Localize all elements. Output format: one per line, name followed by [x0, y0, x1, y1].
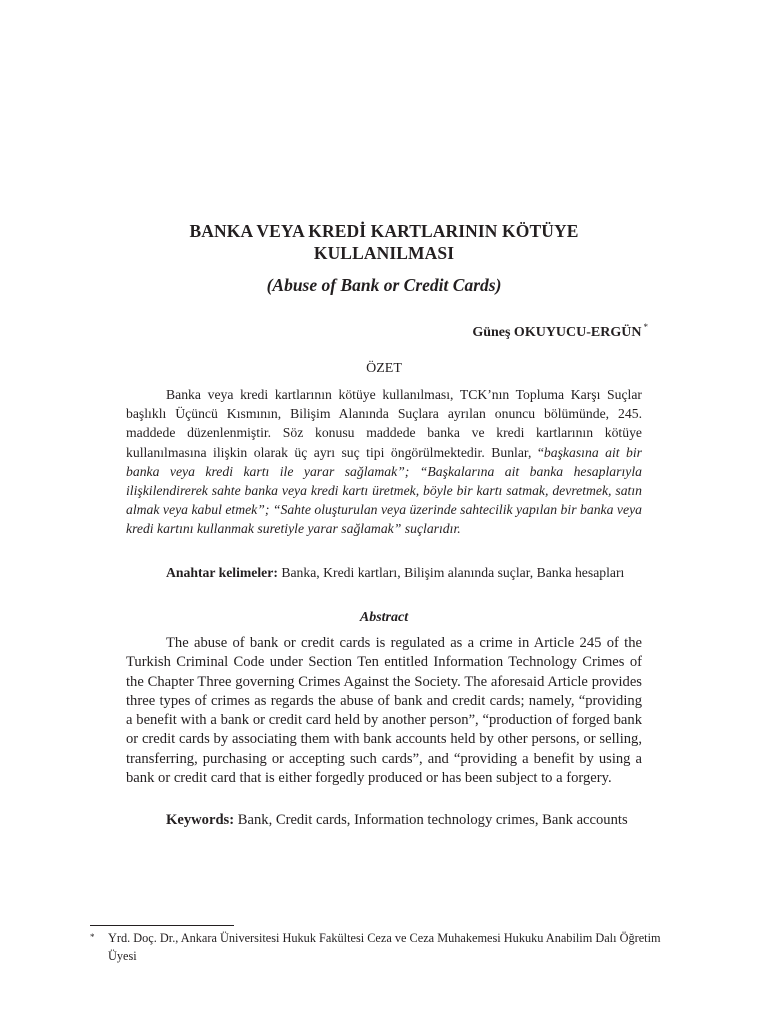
- author-line: [472, 318, 648, 342]
- abstract-keywords: [126, 811, 642, 830]
- article-title: [126, 220, 642, 264]
- ozet-paragraph: [126, 385, 642, 539]
- footnote: [90, 929, 690, 965]
- footnote-divider: [90, 925, 234, 926]
- ozet-keywords-label: Anahtar kelimeler:: [166, 565, 278, 580]
- abstract-heading: Abstract: [359, 610, 409, 625]
- title-line-1: BANKA VEYA KREDİ KARTLARININ KÖTÜYE: [189, 221, 579, 241]
- ozet-heading: ÖZET: [366, 361, 402, 376]
- abstract-keywords-label: Keywords:: [166, 812, 235, 828]
- author-footnote-marker: *: [643, 322, 648, 332]
- ozet-italic-text: başkasına ait bir banka veya kredi kartı ile yarar sağlamak”; “Başkalarına ait banka hesaplarıyla ilişkilendirerek sahte banka veya kredi kartı üretmek, böyle bir kartı satmak, devretmek, satın almak veya kabul etmek”; “Sahte oluşturulan veya üzerinde sahtecilik yapılan bir banka veya kredi kartını kullanmak suretiyle yarar sağlamak” suçlarıdır.: [126, 444, 642, 537]
- footnote-text: Yrd. Doç. Dr., Ankara Üniversitesi Hukuk Fakültesi Ceza ve Ceza Muhakemesi Hukuku Anabilim Dalı Öğretim Üyesi: [108, 931, 661, 963]
- article-subtitle: (Abuse of Bank or Credit Cards): [266, 275, 502, 295]
- ozet-keywords-text: Banka, Kredi kartları, Bilişim alanında suçlar, Banka hesapları: [277, 565, 625, 580]
- abstract-paragraph: The abuse of bank or credit cards is regulated as a crime in Article 245 of the Turkish Criminal Code under Section Ten entitled Information Technology Crimes of the Chapter Three governing Crimes Against the Society. The aforesaid Article provides three types of crimes as regards the abuse of bank and credit cards; namely, “providing a benefit with a bank or credit card held by another person”, “production of forged bank or credit cards by associating them with bank accounts held by other persons, or selling, transferring, purchasing or accepting such cards”, and “providing a benefit by using a bank or credit card that is either forgedly produced or has been subject to a forgery.: [126, 635, 642, 787]
- ozet-text: Banka veya kredi kartlarının kötüye kullanılması, TCK’nın Topluma Karşı Suçlar başlıklı Üçüncü Kısmının, Bilişim Alanında Suçlara ayrılan onuncu bölümünde, 245. maddede düzenlenmiştir. Söz konusu maddede banka ve kredi kartlarının kötüye kullanılmasına ilişkin olarak üç ayrı suç tipi öngörülmektedir. Bunlar, “: [126, 387, 642, 460]
- author-name: Güneş OKUYUCU-ERGÜN: [472, 325, 642, 340]
- ozet-keywords: [126, 563, 642, 582]
- footnote-marker: *: [90, 932, 95, 942]
- abstract-keywords-text: Bank, Credit cards, Information technology crimes, Bank accounts: [234, 812, 628, 828]
- title-line-2: KULLANILMASI: [313, 243, 455, 263]
